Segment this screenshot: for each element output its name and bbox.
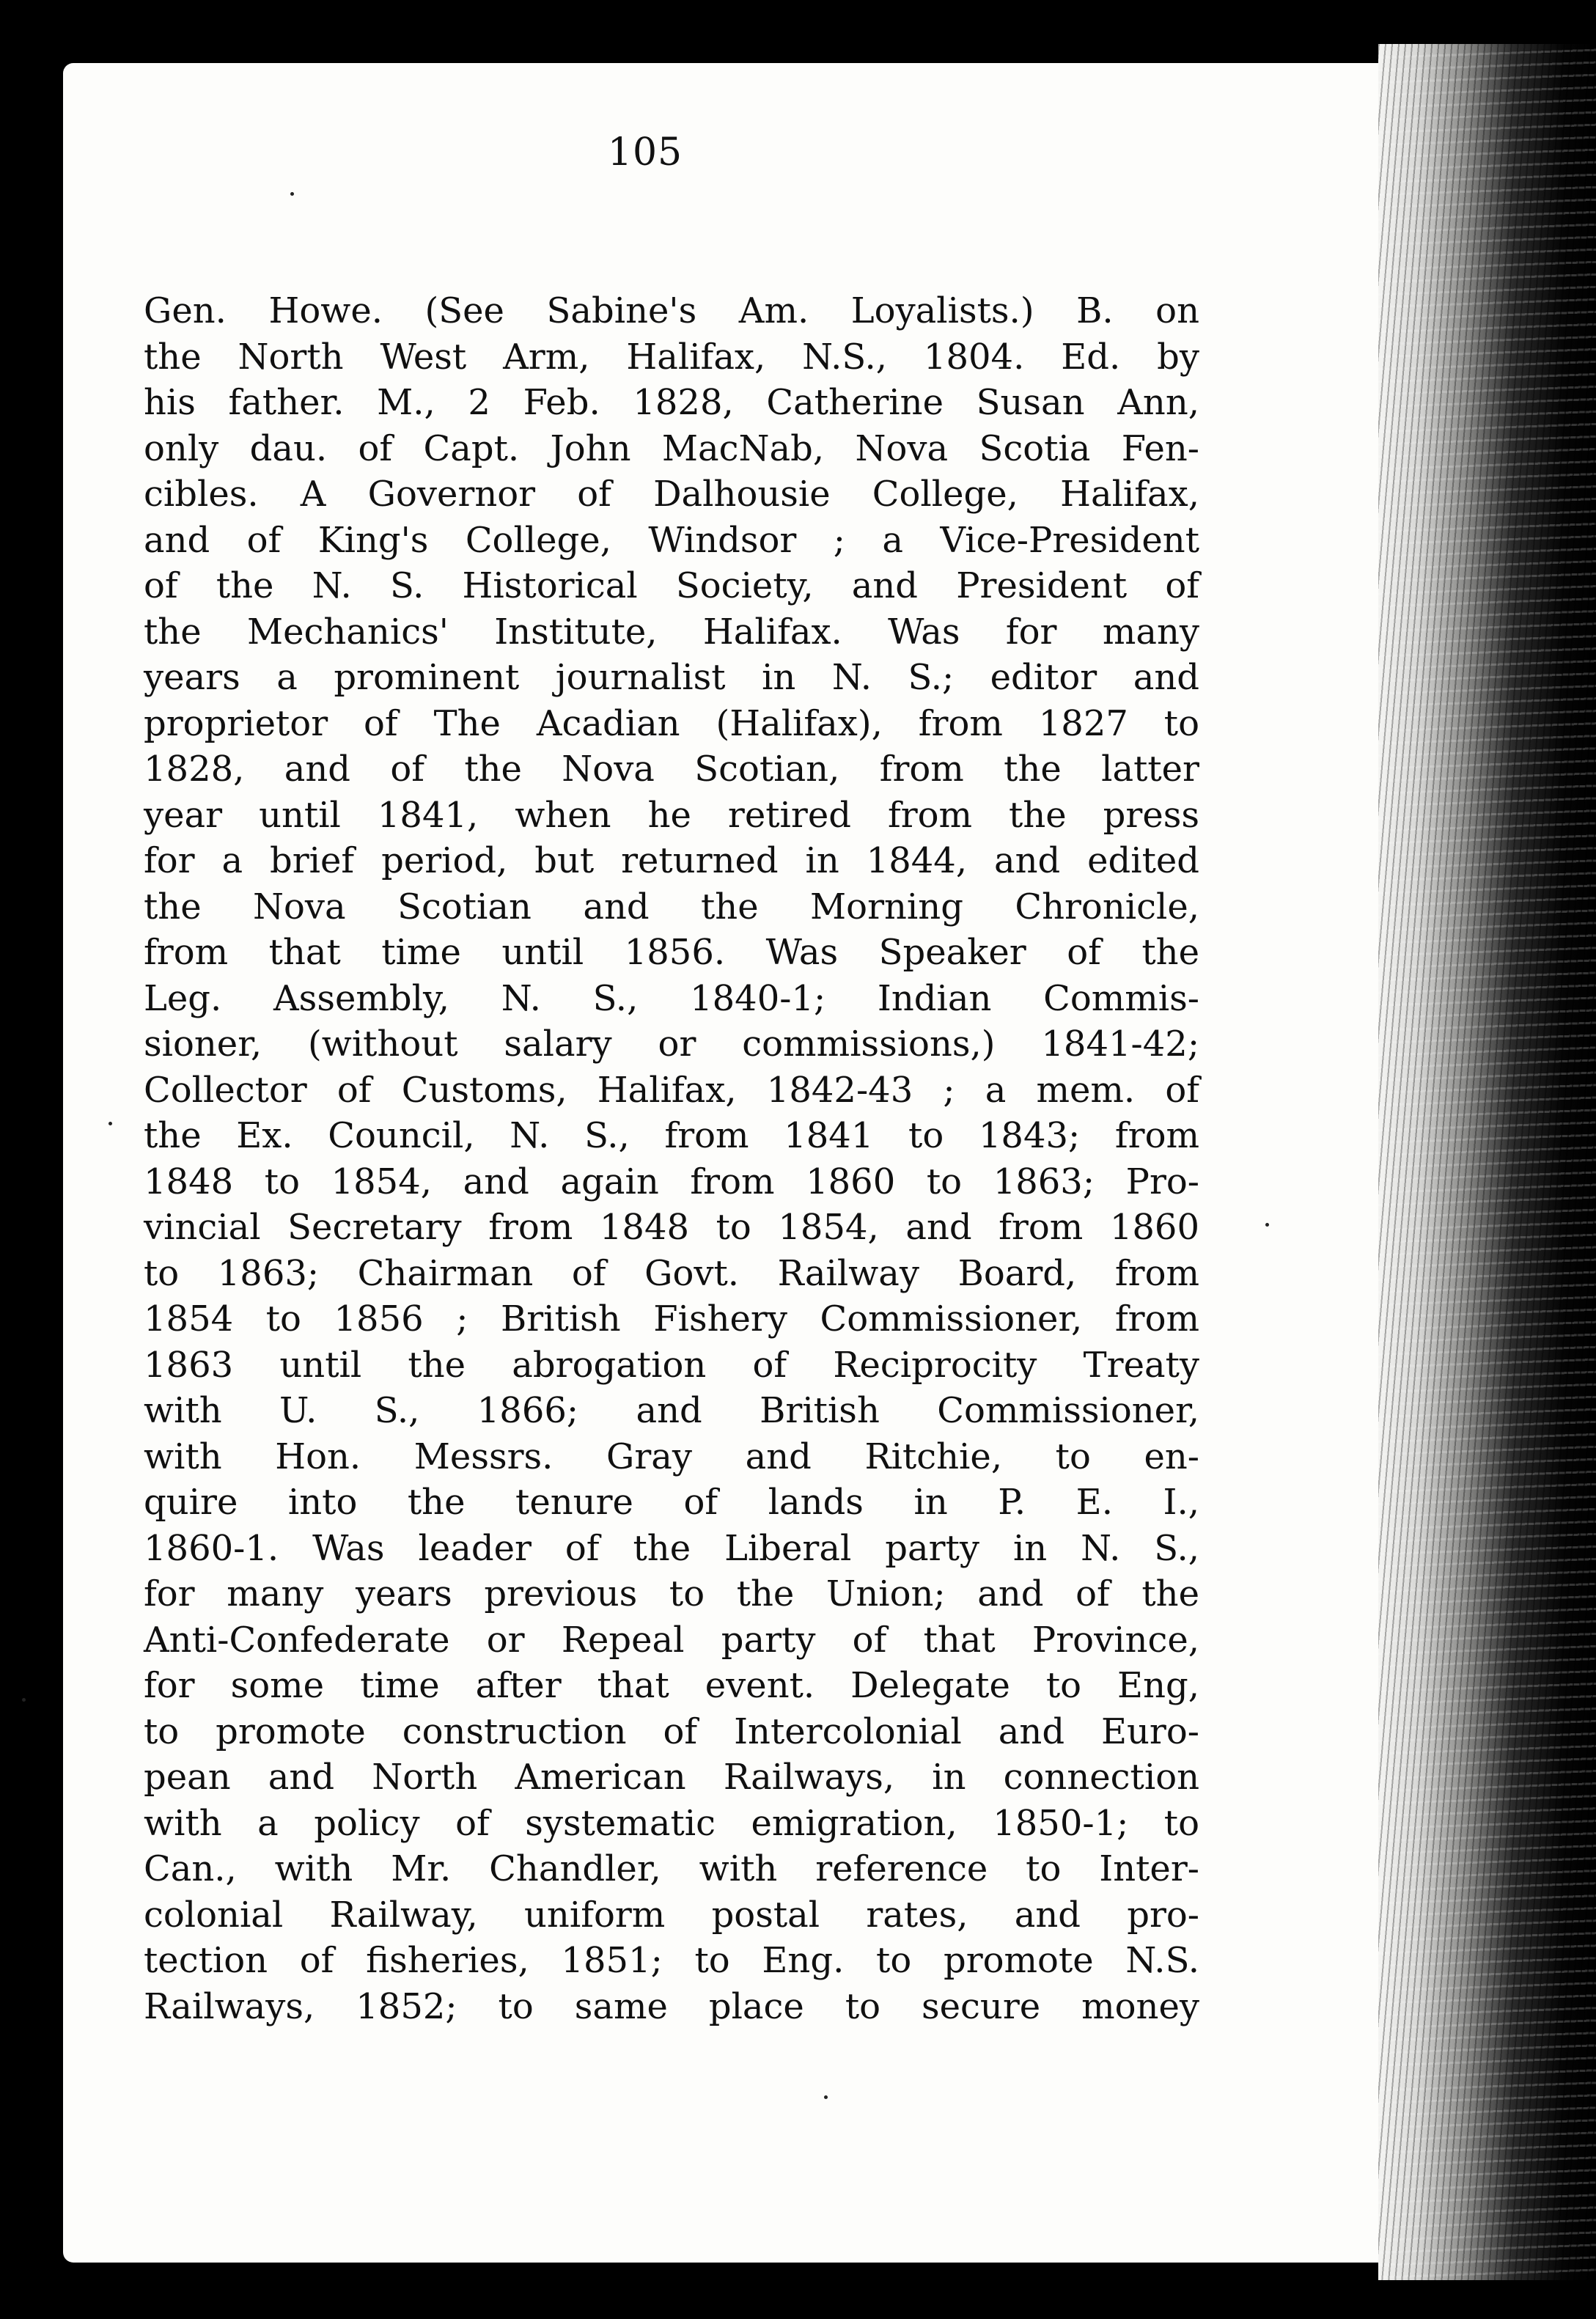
- text-line: cibles. A Governor of Dalhousie College, Halifax,: [144, 474, 1199, 515]
- scan-speck: [109, 1122, 112, 1125]
- text-line: Leg. Assembly, N. S., 1840-1; Indian Commis-: [144, 977, 1199, 1019]
- text-line: Collector of Customs, Halifax, 1842-43 ; a mem. of: [144, 1069, 1199, 1111]
- body-text: [144, 288, 1199, 2029]
- text-line: to 1863; Chairman of Govt. Railway Board, from: [144, 1252, 1199, 1294]
- text-line: Anti-Confederate or Repeal party of that Province,: [144, 1619, 1199, 1661]
- text-line: the North West Arm, Halifax, N.S., 1804. Ed. by: [144, 336, 1199, 378]
- text-line: 1863 until the abrogation of Reciprocity Treaty: [144, 1344, 1199, 1386]
- text-line: for a brief period, but returned in 1844, and edited: [144, 840, 1199, 881]
- text-line: and of King's College, Windsor ; a Vice-President: [144, 519, 1199, 561]
- text-line: of the N. S. Historical Society, and President of: [144, 565, 1199, 606]
- text-line: only dau. of Capt. John MacNab, Nova Scotia Fen-: [144, 427, 1199, 469]
- text-line: vincial Secretary from 1848 to 1854, and from 1860: [144, 1207, 1199, 1248]
- text-line: years a prominent journalist in N. S.; editor and: [144, 657, 1199, 698]
- scan-speck: [824, 2095, 828, 2099]
- gutter-scan-noise: [1378, 44, 1596, 2280]
- text-line: pean and North American Railways, in connection: [144, 1757, 1199, 1798]
- text-line: for some time after that event. Delegate to Eng,: [144, 1665, 1199, 1706]
- text-line: the Ex. Council, N. S., from 1841 to 1843; from: [144, 1115, 1199, 1156]
- text-line: with a policy of systematic emigration, 1850-1; to: [144, 1802, 1199, 1844]
- text-line: year until 1841, when he retired from the press: [144, 794, 1199, 836]
- text-line: with U. S., 1866; and British Commissioner,: [144, 1390, 1199, 1431]
- text-line: tection of fisheries, 1851; to Eng. to promote N.S.: [144, 1940, 1199, 1981]
- page-number: 105: [607, 131, 683, 174]
- text-line: 1854 to 1856 ; British Fishery Commissioner, from: [144, 1298, 1199, 1339]
- scan-speck: [22, 1698, 26, 1702]
- text-line: quire into the tenure of lands in P. E. I.,: [144, 1482, 1199, 1523]
- text-line: 1828, and of the Nova Scotian, from the latter: [144, 749, 1199, 790]
- text-line: colonial Railway, uniform postal rates, and pro-: [144, 1894, 1199, 1936]
- text-line: sioner, (without salary or commissions,) 1841-42;: [144, 1023, 1199, 1065]
- text-line: 1860-1. Was leader of the Liberal party in N. S.,: [144, 1527, 1199, 1569]
- text-line: 1848 to 1854, and again from 1860 to 1863; Pro-: [144, 1161, 1199, 1202]
- text-line: his father. M., 2 Feb. 1828, Catherine Susan Ann,: [144, 382, 1199, 423]
- text-line: proprietor of The Acadian (Halifax), from 1827 to: [144, 702, 1199, 744]
- text-line: for many years previous to the Union; and of the: [144, 1573, 1199, 1614]
- text-line: the Nova Scotian and the Morning Chronicle,: [144, 886, 1199, 927]
- text-line: Can., with Mr. Chandler, with reference to Inter-: [144, 1848, 1199, 1889]
- text-line: from that time until 1856. Was Speaker of the: [144, 932, 1199, 973]
- text-line: to promote construction of Intercolonial and Euro-: [144, 1710, 1199, 1752]
- scan-speck: [1265, 1223, 1269, 1227]
- text-line: Railways, 1852; to same place to secure money: [144, 1985, 1199, 2027]
- scan-speck: [290, 192, 294, 196]
- text-line: with Hon. Messrs. Gray and Ritchie, to en-: [144, 1436, 1199, 1477]
- text-line: Gen. Howe. (See Sabine's Am. Loyalists.) B. on: [144, 290, 1199, 331]
- text-line: the Mechanics' Institute, Halifax. Was for many: [144, 611, 1199, 653]
